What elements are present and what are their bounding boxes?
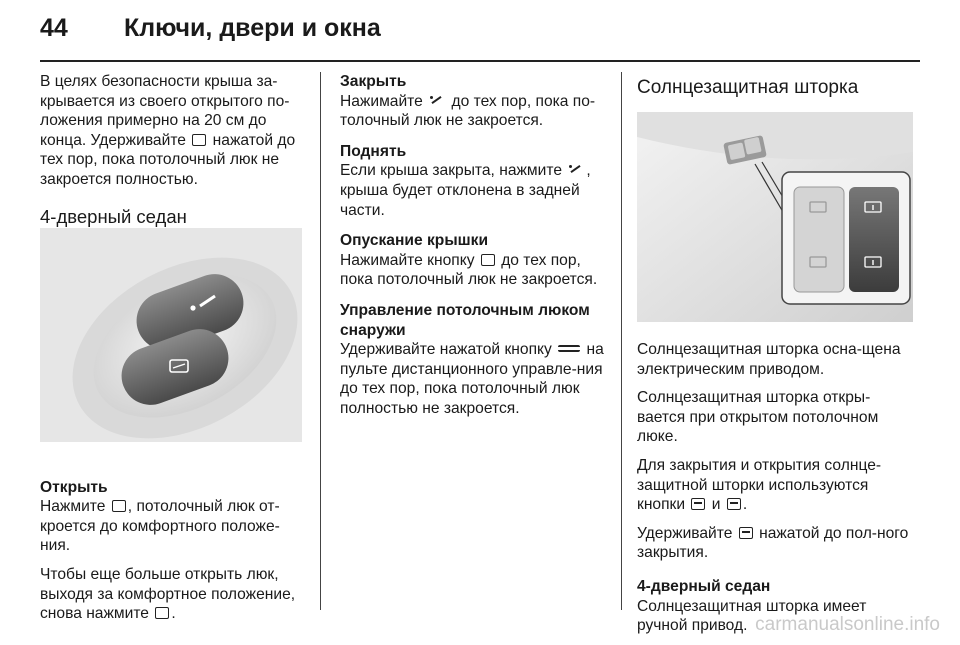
raise-text-b: , крыша будет отклонена в задней части. xyxy=(340,162,591,219)
open-text-a: Нажмите xyxy=(40,498,106,516)
roof-tilt-icon xyxy=(429,95,445,107)
sunshade-switch-figure xyxy=(637,112,913,322)
page-header xyxy=(40,14,920,54)
sunshade-p2: Солнцезащитная шторка откры-вается при открытом потолочном люке. xyxy=(637,389,879,446)
column-divider-2 xyxy=(621,72,622,610)
roof-open-icon xyxy=(112,500,126,512)
close-title: Закрыть xyxy=(340,73,407,90)
sunshade-p4 xyxy=(637,524,913,563)
header-divider xyxy=(40,60,920,62)
watermark: carmanualsonline.info xyxy=(755,614,940,635)
open-text-b: , потолочный люк от-кроется до комфортного положе-ния. xyxy=(40,498,280,555)
close-section xyxy=(340,72,606,131)
sunshade-sedan-text: Солнцезащитная шторка имеет ручной привод. xyxy=(637,597,867,635)
sunshade-p3-text-b: . xyxy=(742,496,748,514)
page-number: 44 xyxy=(40,14,68,42)
roof-close-icon xyxy=(192,134,206,146)
remote-title: Управление потолочным люком снаружи xyxy=(340,301,590,339)
remote-paragraph xyxy=(340,340,606,418)
close-text-a: Нажимайте xyxy=(340,92,423,110)
sunshade-open-icon xyxy=(727,498,741,510)
sunshade-p3 xyxy=(637,456,913,515)
remote-section xyxy=(340,301,606,419)
raise-paragraph xyxy=(340,161,606,220)
sunshade-p3-mid: и xyxy=(711,496,721,514)
page-title: Ключи, двери и окна xyxy=(124,14,381,42)
sunshade-p4-text-a: Удерживайте xyxy=(637,524,733,542)
lower-section xyxy=(340,231,606,290)
heading-sedan: 4-дверный седан xyxy=(40,205,187,227)
close-paragraph xyxy=(340,92,606,131)
intro-text-b: нажатой до тех пор, пока потолочный люк не закроется полностью. xyxy=(40,131,296,188)
open-more-text-b: . xyxy=(171,605,176,623)
roof-switch-figure xyxy=(40,228,302,442)
sunshade-close-icon xyxy=(691,498,705,510)
raise-text-a: Если крыша закрыта, нажмите xyxy=(340,162,562,180)
lower-paragraph xyxy=(340,251,606,290)
sunshade-switch-illustration xyxy=(637,112,913,322)
roof-open-icon xyxy=(481,254,495,266)
open-more-text-a: Чтобы еще больше открыть люк, выходя за комфортное положение, снова нажмите xyxy=(40,565,296,623)
sunshade-p3-text-a: Для закрытия и открытия солнце-защитной шторки используются кнопки xyxy=(637,456,882,514)
intro-paragraph xyxy=(40,72,306,190)
raise-section xyxy=(340,142,606,220)
column-divider-1 xyxy=(320,72,321,610)
open-paragraph xyxy=(40,497,306,556)
intro-text-a: В целях безопасности крыша за-крывается из своего открытого по-ложения примерно на 20 см до конца. Удерживайте xyxy=(40,73,290,149)
column-2 xyxy=(340,72,606,430)
sunshade-close-icon xyxy=(739,527,753,539)
roof-open-icon xyxy=(155,607,169,619)
lower-title: Опускание крышки xyxy=(340,232,489,250)
roof-switch-illustration xyxy=(40,228,302,442)
sunshade-title: Солнцезащитная шторка xyxy=(637,77,859,98)
remote-text-b: на пульте дистанционного управле-ния до тех пор, пока потолочный люк полностью не закроется. xyxy=(340,341,604,417)
roof-tilt-icon xyxy=(568,164,584,176)
raise-title: Поднять xyxy=(340,142,407,160)
sunshade-p1: Солнцезащитная шторка осна-щена электрическим приводом. xyxy=(637,341,901,378)
remote-text-a: Удерживайте нажатой кнопку xyxy=(340,341,552,359)
open-more-paragraph xyxy=(40,565,306,624)
lower-text-b: до тех пор, пока потолочный люк не закроется. xyxy=(340,251,598,289)
sunshade-sedan-title: 4-дверный седан xyxy=(637,577,771,595)
sunshade-p4-text-b: нажатой до пол-ного закрытия. xyxy=(637,524,909,562)
open-title: Открыть xyxy=(40,478,108,496)
close-text-b: до тех пор, пока по-толочный люк не закроется. xyxy=(340,92,596,130)
lower-text-a: Нажимайте кнопку xyxy=(340,251,475,269)
remote-lock-icon xyxy=(558,345,580,352)
